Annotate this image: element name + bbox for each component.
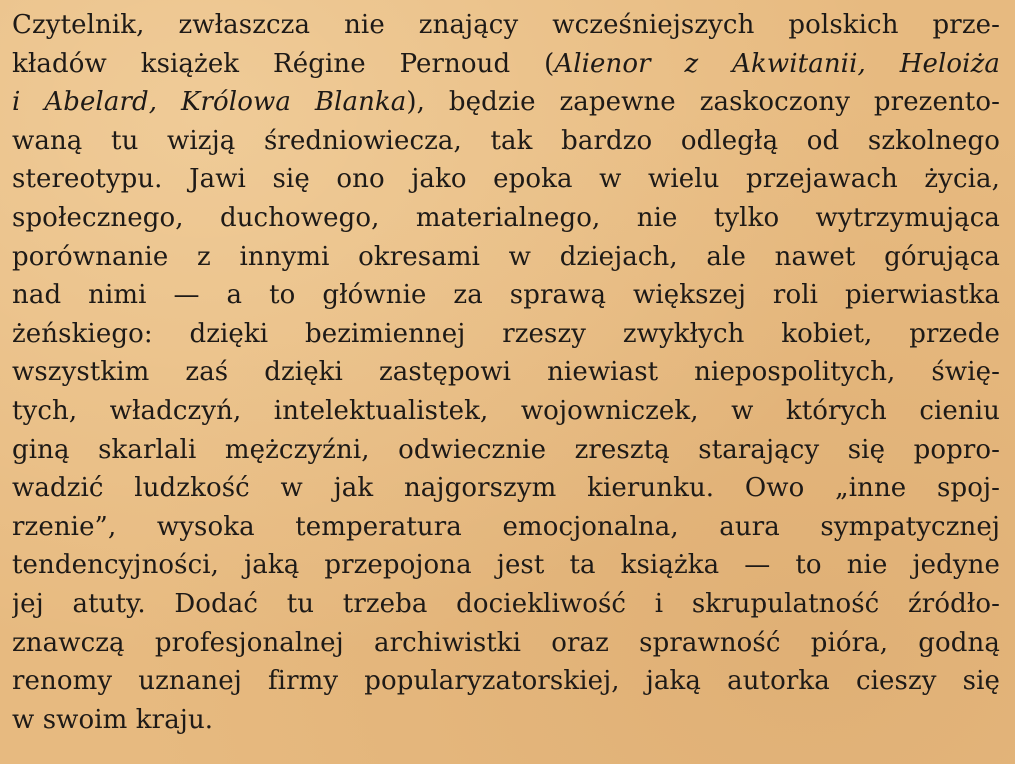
book-title-segment: Alienor z Akwitanii, Heloiża: [554, 48, 1000, 79]
line-segment: renomy uznanej firmy popularyzatorskiej, jaką autorka cieszy się: [12, 666, 1000, 697]
text-line: [12, 199, 1000, 238]
line-segment: tendencyjności, jaką przepojona jest ta książka — to nie jedyne: [12, 550, 1000, 581]
text-line: [12, 585, 1000, 624]
text-line: [12, 701, 1000, 740]
line-segment: wszystkim zaś dzięki zastępowi niewiast niepospolitych, świę-: [12, 357, 1000, 388]
line-segment: znawczą profesjonalnej archiwistki oraz sprawność pióra, godną: [12, 627, 1000, 658]
line-segment: tych, władczyń, intelektualistek, wojowniczek, w których cieniu: [12, 395, 1000, 426]
text-line: [12, 624, 1000, 663]
text-line: [12, 315, 1000, 354]
text-line: [12, 353, 1000, 392]
text-line: [12, 45, 1000, 84]
text-line: [12, 6, 1000, 45]
line-segment: jej atuty. Dodać tu trzeba dociekliwość i skrupulatność źródło-: [12, 588, 1000, 619]
line-segment: rzenie”, wysoka temperatura emocjonalna, aura sympatycznej: [12, 511, 1000, 542]
line-segment: społecznego, duchowego, materialnego, nie tylko wytrzymująca: [12, 202, 1000, 233]
text-line: [12, 431, 1000, 470]
line-segment: w swoim kraju.: [12, 704, 214, 735]
line-segment: Czytelnik, zwłaszcza nie znający wcześniejszych polskich prze-: [12, 10, 1000, 40]
line-segment: nad nimi — a to głównie za sprawą większej roli pierwiastka: [12, 280, 1000, 311]
line-segment: porównanie z innymi okresami w dziejach, ale nawet górująca: [12, 241, 1000, 272]
paragraph: [12, 6, 1000, 739]
line-segment: wadzić ludzkość w jak najgorszym kierunku. Owo „inne spoj-: [12, 473, 1000, 504]
line-segment: kładów książek Régine Pernoud (: [12, 48, 555, 79]
text-line: [12, 276, 1000, 315]
line-segment: stereotypu. Jawi się ono jako epoka w wielu przejawach życia,: [12, 164, 1000, 195]
text-line: [12, 469, 1000, 508]
line-segment: żeńskiego: dzięki bezimiennej rzeszy zwykłych kobiet, przede: [12, 318, 1000, 349]
text-line: [12, 546, 1000, 585]
line-segment: ), będzie zapewne zaskoczony prezento-: [406, 87, 1000, 118]
text-line: [12, 122, 1000, 161]
text-line: [12, 83, 1000, 122]
text-line: [12, 238, 1000, 277]
text-line: [12, 160, 1000, 199]
book-title-segment: i Abelard, Królowa Blanka: [12, 87, 407, 118]
text-line: [12, 508, 1000, 547]
line-segment: giną skarlali mężczyźni, odwiecznie zresztą starający się popro-: [12, 434, 1000, 465]
text-line: [12, 392, 1000, 431]
line-segment: waną tu wizją średniowiecza, tak bardzo odległą od szkolnego: [12, 125, 1000, 156]
text-line: [12, 662, 1000, 701]
